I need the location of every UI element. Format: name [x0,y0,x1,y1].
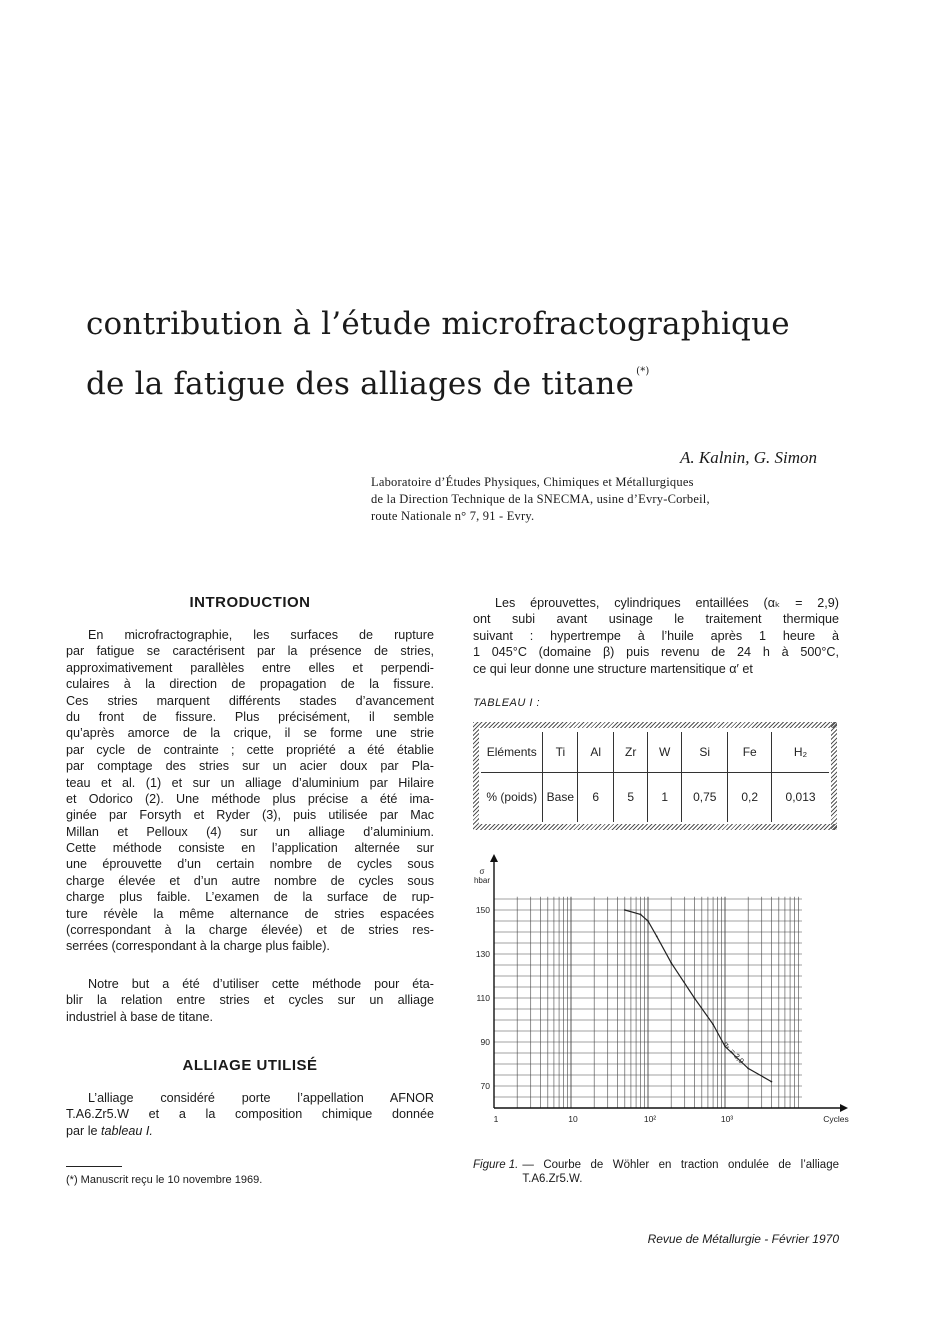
text-line: et Odorico (2). Une méthode plus précise a été ima- [66,791,434,806]
title-line-2: de la fatigue des alliages de titane [86,366,635,402]
affiliation-line: de la Direction Technique de la SNECMA, usine d’Evry-Corbeil, [371,492,710,506]
figure-caption-lead: Figure 1. [473,1159,519,1171]
text-line: T.A6.Zr5.W et a la composition chimique donnée [66,1107,434,1122]
text-line: Notre but a été d’utiliser cette méthode pour éta- [88,977,434,991]
figure-caption-text: — Courbe de Wöhler en traction ondulée de l’alliage T.A6.Zr5.W. [522,1159,839,1185]
text-line: (correspondant à la charge élevée) et de stries res- [66,923,434,938]
table-header-cell: Ti [543,732,578,772]
table-header-cell: W [648,732,682,772]
chart-labels [474,867,849,1124]
text-line: suivant : hypertrempe à l’huile après 1 heure à [473,628,839,643]
affiliation-line: Laboratoire d’Études Physiques, Chimiques et Métallurgiques [371,475,694,489]
table-cell: 5 [614,772,648,822]
y-axis-label: σ [479,867,485,876]
table-cell: Base [543,772,578,822]
table-header-cell: Si [682,732,728,772]
text-line: par le tableau I. [66,1123,153,1138]
data-point [647,920,649,922]
text-line: charge plus faible. L’examen de la surface de rup- [66,890,434,905]
x-axis-label: Cycles [823,1114,849,1124]
data-point [656,936,658,938]
data-point [747,1068,749,1070]
data-point [670,962,672,964]
series-label: αₖ = 2,9 [721,1039,746,1066]
text-line: ture révèle la même alternance de stries espacées [66,906,434,921]
table-header-cell: Al [578,732,614,772]
text-line: L’alliage considéré porte l’appellation AFNOR [88,1091,434,1105]
table-cell: 1 [648,772,682,822]
text-line: industriel à base de titane. [66,1009,214,1024]
text-line: par fatigue se caractérisent par la présence de stries, [66,644,434,659]
data-point [693,997,695,999]
table-hatch-left [473,722,479,830]
title-footnote-mark: (*) [636,366,650,377]
text-line: charge élevée et d’un autre nombre de cycles sous [66,873,434,888]
data-point [624,909,626,911]
footnote-rule [66,1166,122,1167]
text-line: par cycle de contrainte ; cette propriété a été établie [66,742,434,757]
alliage-paragraph [66,1090,434,1139]
composition-table-frame [473,722,837,830]
affiliation [371,474,823,525]
authors: A. Kalnin, G. Simon [680,448,817,467]
text-line: culaires à la direction de propagation de la fissure. [66,677,434,692]
y-tick-label: 70 [480,1081,490,1091]
text-line: ginée par Forsyth et Ryder (3), puis utilisée par Mac [66,808,434,823]
text-line: serrées (correspondant à la charge plus faible). [66,939,330,954]
table-hatch-top [473,722,837,728]
table-label: TABLEAU I : [473,697,541,709]
intro-paragraph-1 [66,627,434,955]
section-heading-introduction: INTRODUCTION [189,594,311,611]
table-cell: 0,013 [785,790,816,805]
text-line: teau et al. (1) et sur un alliage d’aluminium par Hilaire [66,775,434,790]
section-heading-alliage: ALLIAGE UTILISÉ [182,1057,318,1074]
wohler-curve [625,910,772,1082]
text-line: ce qui leur donne une structure martensitique α′ et [473,661,753,676]
italic-reference: tableau I. [101,1123,153,1138]
table-header-row [481,732,829,772]
y-tick-label: 90 [480,1037,490,1047]
composition-table [481,732,829,822]
x-tick-label: 10² [643,1114,657,1124]
chart-grid [494,897,802,1108]
table-header-cell: Eléments [481,732,543,772]
y-axis-label: hbar [473,876,491,885]
text-line: approximativement parallèles entre elles et perpendi- [66,660,434,675]
title-line-1: contribution à l’étude microfractographique [86,306,790,342]
right-column-paragraph [473,595,839,677]
text-line: du front de fissure. Plus précisément, il semble [66,709,434,724]
table-header-cell: H₂ [793,744,808,759]
affiliation-line: route Nationale n° 7, 91 - Evry. [371,509,535,523]
table-hatch-bottom [473,824,837,830]
table-cell: 0,75 [682,772,728,822]
x-tick-label: 10³ [720,1114,734,1124]
y-tick-label: 130 [475,949,490,959]
x-axis-arrow [840,1104,848,1112]
data-point [712,1024,714,1026]
y-axis-arrow [490,854,498,862]
text-line: Les éprouvettes, cylindriques entaillées (αₖ = 2,9) [495,596,839,610]
y-tick-label: 150 [475,905,490,915]
x-tick-label: 10 [568,1114,578,1124]
x-tick-label: 1 [493,1114,499,1124]
text-line: Ces stries marquent différents stades d’avancement [66,693,434,708]
wohler-chart [466,852,852,1136]
table-header-cell: Zr [614,732,648,772]
chart-series [624,909,772,1082]
data-point [640,914,642,916]
table-cell: % (poids) [481,772,543,822]
article-title [86,300,846,408]
running-footer: Revue de Métallurgie - Février 1970 [647,1232,839,1246]
footnote: (*) Manuscrit reçu le 10 novembre 1969. [66,1174,263,1186]
text-line: Millan et Pelloux (4) sur un alliage d’aluminium. [66,824,434,839]
text-line: par comptage des stries sur un acier doux par Pla- [66,759,434,774]
text-line: Cette méthode consiste en l’application alternée sur [66,841,434,856]
table-row [481,772,829,822]
data-point [770,1081,772,1083]
table-cell: 6 [578,772,614,822]
text-line: une éprouvette d’un certain nombre de cycles sous [66,857,434,872]
text-line: En microfractographie, les surfaces de rupture [88,628,434,642]
figure-caption [473,1158,839,1186]
text-line: 1 045°C (domaine β) puis revenu de 24 h à 500°C, [473,645,839,660]
table-header-cell: Fe [728,732,772,772]
table-hatch-right [831,722,837,830]
intro-paragraph-2 [66,976,434,1025]
y-tick-label: 110 [476,993,490,1003]
text-line: qu’après amorce de la crique, il se forme une strie [66,726,434,741]
text-line: blir la relation entre stries et cycles sur un alliage [66,993,434,1008]
table-cell: 0,2 [728,772,772,822]
text-line: ont subi avant usinage le traitement thermique [473,612,839,627]
